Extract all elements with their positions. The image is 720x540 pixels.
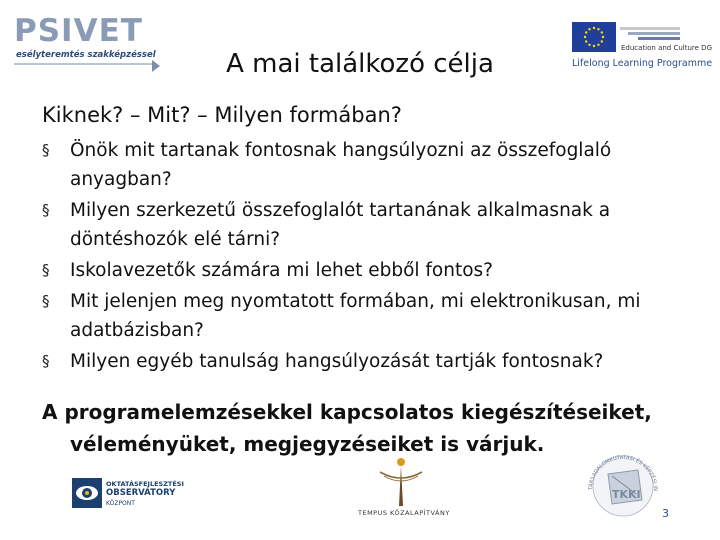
tkki-text: TKKI: [612, 488, 641, 501]
subheading: Kiknek? – Mit? – Milyen formában?: [42, 103, 402, 127]
observatory-line2: OBSERVATORY: [106, 488, 176, 498]
observatory-emblem-icon: [72, 478, 102, 508]
list-item-text: Önök mit tartanak fontosnak hangsúlyozni az összefoglaló anyagban?: [70, 140, 612, 190]
list-item: [42, 347, 692, 376]
eu-flag-icon: [572, 22, 616, 52]
list-item-text: Mit jelenjen meg nyomtatott formában, mi elektronikusan, mi adatbázisban?: [70, 291, 641, 341]
list-item: [42, 136, 692, 194]
tkki-seal-icon: [582, 446, 664, 518]
page-number: 3: [662, 507, 669, 520]
observatory-line1: OKTATÁSFEJLESZTÉSI: [106, 480, 184, 488]
eu-dg-stripes-icon: [620, 25, 680, 43]
page-title: A mai találkozó célja: [226, 49, 494, 79]
list-item-text: Milyen egyéb tanulság hangsúlyozását tartják fontosnak?: [70, 351, 604, 372]
tempus-torch-icon: [376, 456, 426, 508]
psivet-logo-word: PSIVET: [14, 13, 143, 49]
tempus-text: TEMPUS KÖZALAPÍTVÁNY: [358, 509, 450, 517]
observatory-logo: [72, 476, 184, 512]
list-item-text: Iskolavezetők számára mi lehet ebből fontos?: [70, 260, 493, 281]
bullet-mark: §: [42, 141, 50, 159]
psivet-logo: [14, 14, 156, 64]
tempus-logo: [358, 456, 450, 522]
list-item-text: Milyen szerkezetű összefoglalót tartanának alkalmasnak a döntéshozók elé tárni?: [70, 200, 611, 250]
psivet-logo-underline: [14, 63, 154, 65]
bullet-mark: §: [42, 201, 50, 219]
list-item: [42, 256, 692, 285]
psivet-logo-tagline: esélyteremtés szakképzéssel: [16, 50, 156, 60]
observatory-line3: KÖZPONT: [106, 500, 135, 507]
eu-dg-text: Education and Culture DG: [621, 44, 712, 52]
list-item: [42, 196, 692, 254]
tkki-logo: [582, 446, 664, 518]
bullet-mark: §: [42, 261, 50, 279]
bullet-mark: §: [42, 352, 50, 370]
eu-programme-text: Lifelong Learning Programme: [572, 58, 713, 69]
list-item: [42, 287, 692, 345]
bullet-mark: §: [42, 292, 50, 310]
bullet-list: [42, 136, 692, 378]
tkki-ring-text: TÁRSADALOMKUTATÁSI ÉS KÉPZÉSI IN: [587, 454, 659, 492]
closing-paragraph: A programelemzésekkel kapcsolatos kiegészítéseiket, véleményüket, megjegyzéseiket is várjuk.: [42, 400, 652, 456]
